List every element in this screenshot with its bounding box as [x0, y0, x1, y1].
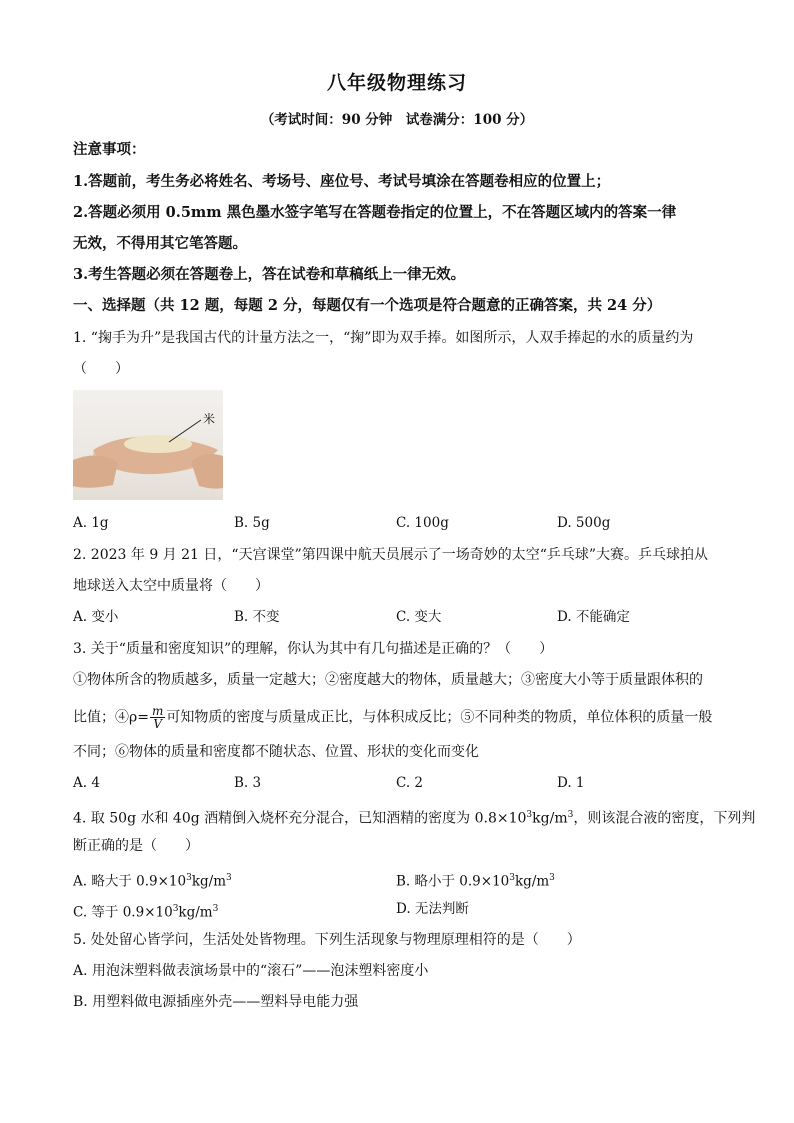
- cupped-hands-photo: [73, 390, 223, 500]
- q5-option-a: A. 用泡沫塑料做表演场景中的“滚石”——泡沫塑料密度小: [73, 963, 429, 979]
- q2-option-d: D. 不能确定: [557, 609, 630, 625]
- q4-exponent: 3: [526, 810, 533, 820]
- notes-heading: 注意事项：: [73, 141, 146, 158]
- q4-option-c-text: C. 等于 0.9×10: [73, 904, 173, 921]
- q5-stem: 5. 处处留心皆学问，生活处处皆物理。下列生活现象与物理原理相符的是（ ）: [73, 932, 581, 948]
- q4-unit: kg/m: [532, 810, 568, 827]
- note-3: 3.考生答题必须在答题卷上，答在试卷和草稿纸上一律无效。: [73, 266, 466, 283]
- q3-statements-1: ①物体所含的物质越多，质量一定越大；②密度越大的物体，质量越大；③密度大小等于质量跟体积的: [73, 672, 703, 688]
- section-heading: 一、选择题（共 12 题，每题 2 分，每题仅有一个选项是符合题意的正确答案，共 24 分）: [73, 297, 662, 314]
- q4-option-b-unit-exp: 3: [549, 873, 555, 883]
- note-2b: 无效，不得用其它笔答题。: [73, 235, 247, 252]
- exam-info: （考试时间：90 分钟 试卷满分：100 分）: [260, 112, 534, 128]
- q4-stem-text: 4. 取 50g 水和 40g 酒精倒入烧杯充分混合，已知酒精的密度为 0.8×10: [73, 810, 527, 827]
- q1-option-c: C. 100g: [396, 515, 449, 531]
- q1-option-a: A. 1g: [73, 515, 109, 531]
- fraction-numerator: m: [151, 704, 164, 718]
- q3-option-c: C. 2: [396, 775, 424, 791]
- q2-stem: 2. 2023 年 9 月 21 日，“天宫课堂”第四课中航天员展示了一场奇妙的太空“乒乓球”大赛。乒乓球拍从: [73, 547, 709, 563]
- q3-formula-prefix: 比值；④ρ=: [73, 709, 149, 726]
- fraction-denominator: V: [153, 717, 162, 731]
- q1-option-d: D. 500g: [557, 515, 611, 531]
- q5-option-b: B. 用塑料做电源插座外壳——塑料导电能力强: [73, 994, 359, 1010]
- q3-option-d: D. 1: [557, 775, 585, 791]
- q4-stem-tail: ，则该混合液的密度，下列判: [573, 810, 756, 827]
- q4-option-c-unit-exp: 3: [212, 904, 219, 914]
- rice-label: 米: [203, 412, 216, 426]
- q4-option-a-unit: kg/m: [191, 873, 226, 890]
- q4-unit-exponent: 3: [567, 810, 574, 820]
- q4-option-c-unit: kg/m: [178, 904, 213, 921]
- q2-option-a: A. 变小: [73, 609, 119, 625]
- q4-option-a: [73, 868, 232, 892]
- note-1: 1.答题前，考生务必将姓名、考场号、座位号、考试号填涂在答题卷相应的位置上；: [73, 173, 611, 190]
- hands-illustration: [73, 390, 223, 500]
- q3-statements-3: 不同；⑥物体的质量和密度都不随状态、位置、形状的变化而变化: [73, 744, 479, 760]
- q3-option-a: A. 4: [73, 775, 100, 791]
- note-2a: 2.答题必须用 0.5mm 黑色墨水签字笔写在答题卷指定的位置上，不在答题区域内的答案一律: [73, 204, 677, 221]
- q3-stem: 3. 关于“质量和密度知识”的理解，你认为其中有几句描述是正确的？（ ）: [73, 641, 554, 657]
- density-fraction: [150, 705, 165, 730]
- q4-option-c-exp: 3: [172, 904, 179, 914]
- q4-option-a-exp: 3: [186, 873, 192, 883]
- q4-option-b: [396, 868, 555, 892]
- q2-option-c: C. 变大: [396, 609, 442, 625]
- q4-stem: [73, 805, 755, 829]
- q4-option-a-text: A. 略大于 0.9×10: [73, 873, 187, 890]
- q1-stem-cont: （ ）: [73, 361, 129, 377]
- q3-formula-suffix: 可知物质的密度与质量成正比，与体积成反比；⑤不同种类的物质，单位体积的质量一般: [166, 709, 713, 726]
- q1-option-b: B. 5g: [234, 515, 270, 531]
- q1-stem: 1. “掬手为升”是我国古代的计量方法之一，“掬”即为双手捧。如图所示，人双手捧起的水的质量约为: [73, 330, 694, 346]
- q3-option-b: B. 3: [234, 775, 262, 791]
- q2-option-b: B. 不变: [234, 609, 280, 625]
- q3-statements-2: [73, 705, 712, 730]
- q2-stem-cont: 地球送入太空中质量将（ ）: [73, 578, 269, 594]
- q4-option-b-exp: 3: [509, 873, 515, 883]
- q4-option-a-unit-exp: 3: [226, 873, 232, 883]
- page-title: 八年级物理练习: [326, 72, 467, 94]
- q4-option-b-text: B. 略小于 0.9×10: [396, 873, 510, 890]
- q4-option-b-unit: kg/m: [515, 873, 550, 890]
- q4-option-d: D. 无法判断: [396, 901, 469, 917]
- q4-option-c: [73, 899, 218, 923]
- q4-stem-cont: 断正确的是（ ）: [73, 838, 199, 854]
